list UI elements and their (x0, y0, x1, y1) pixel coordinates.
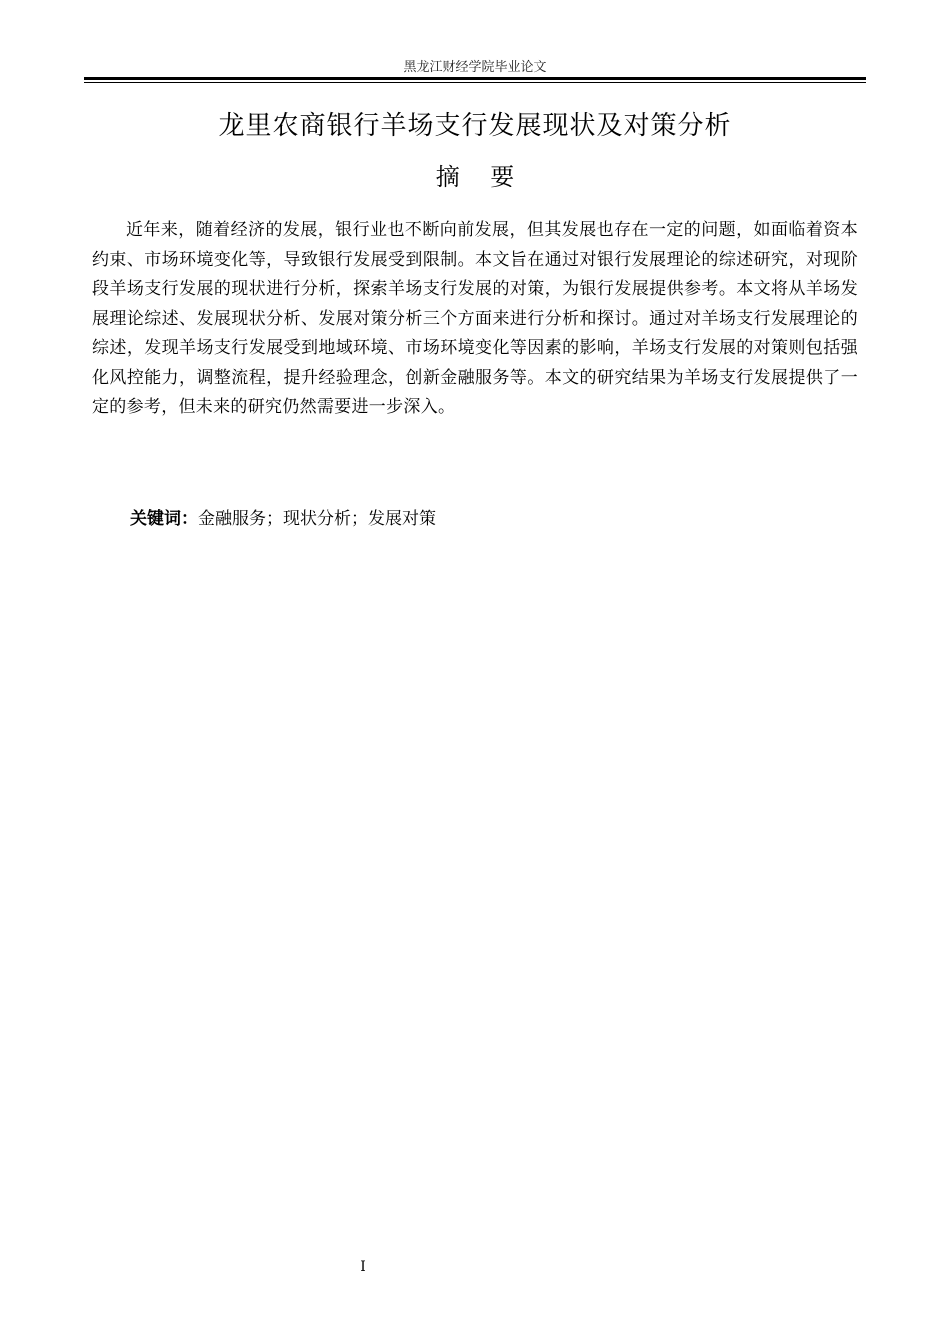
running-header: 黑龙江财经学院毕业论文 (403, 60, 547, 75)
keywords-line (130, 506, 436, 532)
header-rule-thick (84, 77, 866, 80)
paper-title: 龙里农商银行羊场支行发展现状及对策分析 (218, 111, 732, 141)
abstract-heading: 摘 要 (435, 163, 515, 191)
keywords-list: 金融服务；现状分析；发展对策 (198, 509, 436, 529)
abstract-body: 近年来，随着经济的发展，银行业也不断向前发展，但其发展也存在一定的问题，如面临着资本约束、市场环境变化等，导致银行发展受到限制。本文旨在通过对银行发展理论的综述研究，对现阶段羊场支行发展的现状进行分析，探索羊场支行发展的对策，为银行发展提供参考。本文将从羊场发展理论综述、发展现状分析、发展对策分析三个方面来进行分析和探讨。通过对羊场支行发展理论的综述，发现羊场支行发展受到地域环境、市场环境变化等因素的影响，羊场支行发展的对策则包括强化风控能力，调整流程，提升经验理念，创新金融服务等。本文的研究结果为羊场支行发展提供了一定的参考，但未来的研究仍然需要进一步深入。 (92, 220, 858, 417)
page-number: I (360, 1259, 366, 1275)
header-rule-thin (84, 82, 866, 83)
keywords-label: 关键词： (130, 509, 198, 529)
